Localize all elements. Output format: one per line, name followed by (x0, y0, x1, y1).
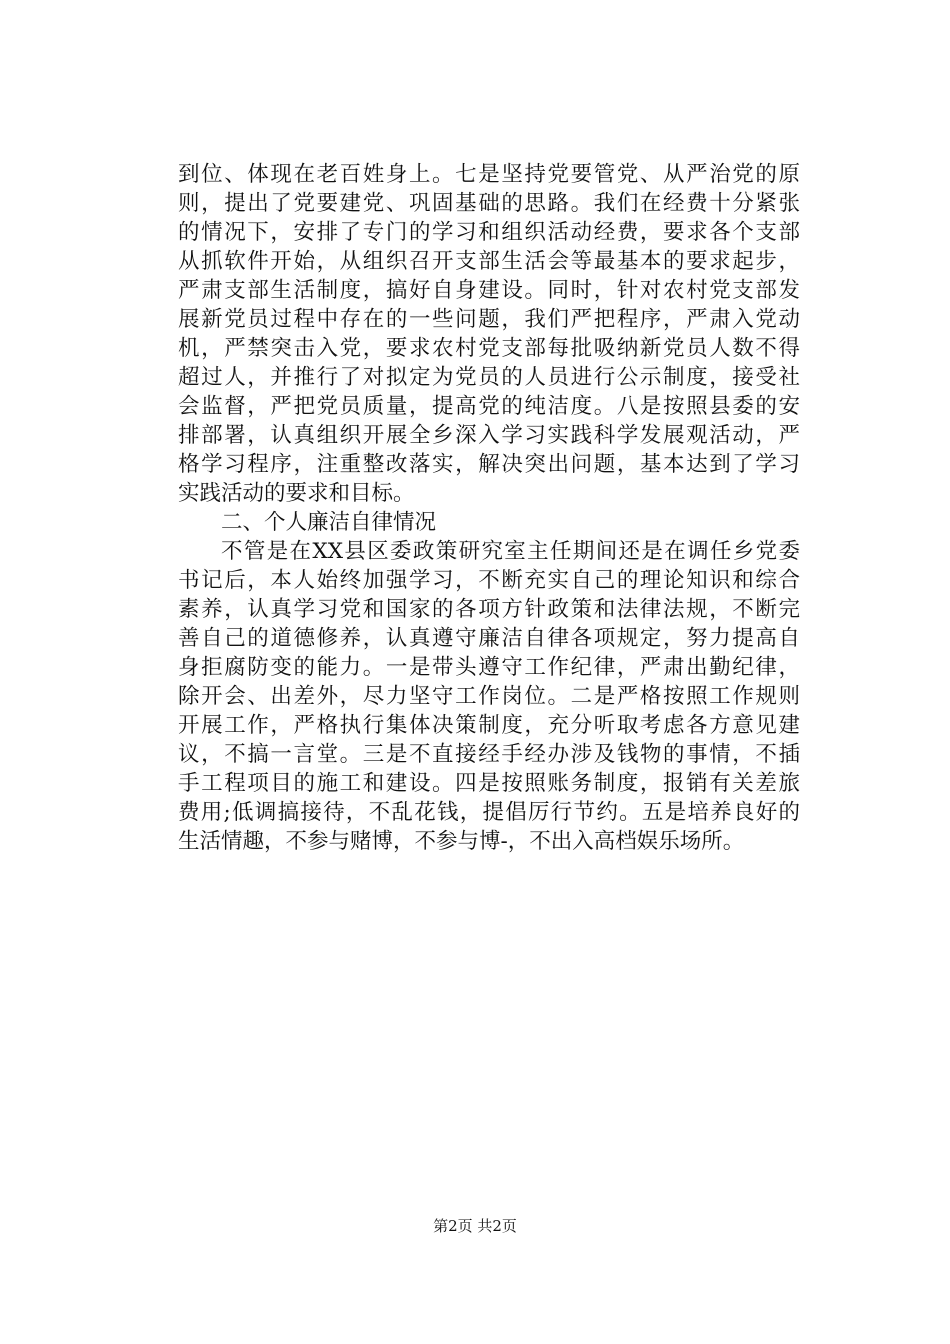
text-line: 格学习程序，注重整改落实，解决突出问题，基本达到了学习 (178, 452, 800, 477)
text-line: 身拒腐防变的能力。一是带头遵守工作纪律，严肃出勤纪律， (178, 655, 800, 680)
text-line: 从抓软件开始，从组织召开支部生活会等最基本的要求起步， (178, 249, 800, 274)
text-line: 书记后，本人始终加强学习，不断充实自己的理论知识和综合 (178, 568, 800, 593)
paragraph-section-two (178, 537, 800, 856)
section-heading: 二、个人廉洁自律情况 (221, 510, 437, 535)
text-line: 素养，认真学习党和国家的各项方针政策和法律法规，不断完 (178, 597, 800, 622)
text-line: 实践活动的要求和目标。 (178, 481, 415, 506)
text-line: 除开会、出差外，尽力坚守工作岗位。二是严格按照工作规则 (178, 684, 800, 709)
text-line: 则，提出了党要建党、巩固基础的思路。我们在经费十分紧张 (178, 191, 800, 216)
text-line: 费用;低调搞接待，不乱花钱，提倡厉行节约。五是培养良好的 (178, 800, 800, 825)
page-footer (0, 1216, 950, 1236)
document-body (178, 160, 800, 856)
text-line: 到位、体现在老百姓身上。七是坚持党要管党、从严治党的原 (178, 162, 800, 187)
text-line: 机，严禁突击入党，要求农村党支部每批吸纳新党员人数不得 (178, 336, 800, 361)
text-line: 排部署，认真组织开展全乡深入学习实践科学发展观活动，严 (178, 423, 800, 448)
text-line: 不管是在XX县区委政策研究室主任期间还是在调任乡党委 (221, 539, 800, 564)
text-line: 严肃支部生活制度，搞好自身建设。同时，针对农村党支部发 (178, 278, 800, 303)
text-line: 善自己的道德修养，认真遵守廉洁自律各项规定，努力提高自 (178, 626, 800, 651)
paragraph-continued (178, 160, 800, 508)
text-line: 开展工作，严格执行集体决策制度，充分听取考虑各方意见建 (178, 713, 800, 738)
text-line: 的情况下，安排了专门的学习和组织活动经费，要求各个支部 (178, 220, 800, 245)
text-line: 展新党员过程中存在的一些问题，我们严把程序，严肃入党动 (178, 307, 800, 332)
text-line: 手工程项目的施工和建设。四是按照账务制度，报销有关差旅 (178, 771, 800, 796)
page-number: 第2页 共2页 (433, 1217, 517, 1235)
text-line: 议，不搞一言堂。三是不直接经手经办涉及钱物的事情，不插 (178, 742, 800, 767)
text-line: 会监督，严把党员质量，提高党的纯洁度。八是按照县委的安 (178, 394, 800, 419)
text-line: 生活情趣，不参与赌博，不参与博-，不出入高档娱乐场所。 (178, 829, 745, 854)
text-line: 超过人，并推行了对拟定为党员的人员进行公示制度，接受社 (178, 365, 800, 390)
